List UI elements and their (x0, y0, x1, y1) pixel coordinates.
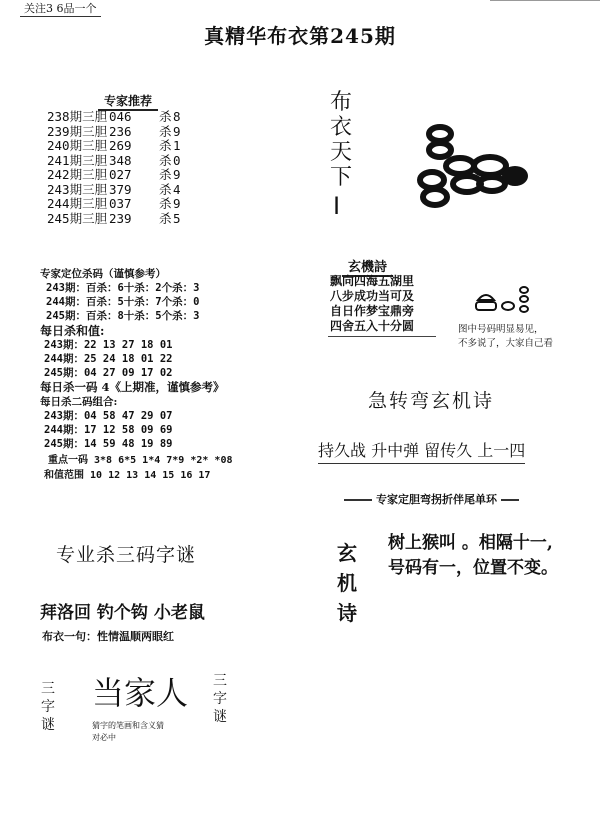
daily-one-heading: 每日杀一码 4《上期准，谨慎参考》 (40, 380, 225, 394)
daily-two-heading: 每日杀二码组合: (40, 396, 118, 408)
ring-shape (520, 306, 528, 312)
position-kill-heading: 专家定位杀码（谨慎参考） (40, 268, 166, 280)
recommend-row (47, 139, 187, 154)
recommend-kill-label: 杀 (159, 123, 172, 139)
dangjiaren-hint-1: 猜字的笔画和含义猜 (92, 721, 164, 730)
number-chain-illustration (410, 120, 540, 210)
xuanji-line-2: 号码有一，位置不变。 (388, 558, 558, 578)
recommend-kill: 0 (173, 152, 181, 168)
ring-shape (429, 127, 451, 141)
top-rule (490, 0, 600, 3)
recommend-heading: 专家推荐 (98, 92, 158, 111)
recommend-kill: 9 (173, 123, 181, 139)
recommend-row (47, 125, 187, 140)
riddle-title: 专业杀三码字谜 (56, 544, 197, 566)
recommend-nums: 239 (109, 210, 132, 226)
recommend-kill: 8 (173, 109, 181, 124)
ring-shape (429, 143, 451, 157)
mystic-poem-line: 四舍五入十分圆 (330, 319, 415, 333)
ring-shape (423, 189, 447, 205)
recommend-kill-label: 杀 (159, 109, 172, 124)
recommend-kill-label: 杀 (159, 167, 172, 182)
sum-range: 和值范围 10 12 13 14 15 16 17 (44, 470, 211, 481)
ring-shape (474, 157, 506, 175)
dash-line (344, 499, 372, 501)
recommend-issue: 239期三胆 (47, 123, 108, 139)
recommend-kill: 1 (173, 138, 181, 153)
ring-shape (520, 296, 528, 302)
ring-shape (446, 158, 474, 174)
buyi-line: 布衣一句：性情温顺两眼红 (42, 630, 174, 643)
pot-shape (478, 295, 494, 300)
recommend-kill-label: 杀 (159, 210, 172, 226)
xuanji-line-1: 树上猴叫 。相隔十一, (388, 533, 553, 553)
recommend-nums: 379 (109, 181, 132, 197)
expert-separator-text: 专家定胆弯拐折伴尾单环 (376, 493, 497, 506)
pot-illustration (472, 282, 532, 318)
poem-note-1: 图中号码明显易见， (458, 324, 544, 335)
recommend-table (47, 110, 187, 226)
recommend-kill: 5 (173, 210, 181, 226)
three-char-riddle-left: 三字谜 (41, 681, 55, 733)
mystic-poem-line: 飘向四海五湖里 (330, 274, 415, 288)
ring-shape (520, 287, 528, 293)
position-kill-row: 243期：百杀：6十杀：2个杀：3 (46, 282, 200, 294)
turn-poem-line: 持久战 升中弹 留传久 上一四 (318, 438, 525, 464)
daily-two-row: 243期：04 58 47 29 07 (44, 410, 173, 422)
poem-divider (328, 336, 436, 337)
daily-two-row: 244期：17 12 58 09 69 (44, 424, 173, 436)
expert-separator (340, 491, 523, 507)
ring-shape (502, 166, 528, 186)
focus-code: 重点一码 3*8 6*5 1*4 7*9 *2* *08 (48, 455, 233, 466)
mystic-poem-heading: 玄機詩 (342, 256, 393, 277)
turn-poem-title: 急转弯玄机诗 (368, 390, 495, 412)
pot-base-shape (476, 302, 496, 310)
recommend-row (47, 110, 187, 125)
recommend-issue: 242期三胆 (47, 167, 108, 182)
ring-shape (420, 172, 444, 188)
recommend-row (47, 212, 187, 227)
recommend-nums: 348 (109, 152, 132, 168)
recommend-row (47, 183, 187, 198)
recommend-issue: 243期三胆 (47, 181, 108, 197)
position-kill-row: 245期：百杀：8十杀：5个杀：3 (46, 310, 200, 322)
daily-sum-row: 245期：04 27 09 17 02 (44, 367, 173, 379)
buyi-vertical: 布衣天下 (329, 90, 352, 190)
recommend-kill: 4 (173, 181, 181, 197)
recommend-kill-label: 杀 (159, 196, 172, 211)
recommend-kill-label: 杀 (159, 181, 172, 197)
xuanji-vertical: 玄机诗 (337, 541, 357, 625)
poem-note-2: 不多说了，大家自己看 (458, 338, 554, 349)
page-title: 真精华布衣第245期 (204, 24, 396, 48)
recommend-issue: 244期三胆 (47, 196, 108, 211)
recommend-nums: 236 (109, 123, 132, 139)
dangjiaren-main: 当家人 (92, 674, 189, 712)
recommend-kill-label: 杀 (159, 138, 172, 153)
daily-sum-heading: 每日杀和值: (40, 324, 105, 338)
daily-sum-row: 243期：22 13 27 18 01 (44, 339, 173, 351)
recommend-row (47, 168, 187, 183)
dangjiaren-hint-2: 对必中 (92, 733, 116, 742)
recommend-nums: 269 (109, 138, 132, 153)
ring-shape (502, 302, 514, 310)
recommend-nums: 027 (109, 167, 132, 182)
top-note: 关注3 6品一个 (20, 0, 101, 17)
recommend-issue: 241期三胆 (47, 152, 108, 168)
recommend-issue: 245期三胆 (47, 210, 108, 226)
buyi-mark: I (333, 192, 341, 220)
recommend-nums: 037 (109, 196, 132, 211)
riddle-items: 拜洛回 钓个钩 小老鼠 (40, 603, 205, 623)
recommend-nums: 046 (109, 109, 132, 124)
three-char-riddle-right: 三字谜 (213, 673, 227, 725)
recommend-issue: 238期三胆 (47, 109, 108, 124)
mystic-poem-line: 八步成功当可及 (330, 289, 415, 303)
dash-line (501, 499, 519, 501)
recommend-kill: 9 (173, 196, 181, 211)
mystic-poem-line: 自日作梦宝鼎旁 (330, 304, 415, 318)
recommend-row (47, 197, 187, 212)
recommend-kill-label: 杀 (159, 152, 172, 168)
recommend-issue: 240期三胆 (47, 138, 108, 153)
recommend-row (47, 154, 187, 169)
recommend-kill: 9 (173, 167, 181, 182)
daily-two-row: 245期：14 59 48 19 89 (44, 438, 173, 450)
position-kill-row: 244期：百杀：5十杀：7个杀：0 (46, 296, 200, 308)
daily-sum-row: 244期：25 24 18 01 22 (44, 353, 173, 365)
